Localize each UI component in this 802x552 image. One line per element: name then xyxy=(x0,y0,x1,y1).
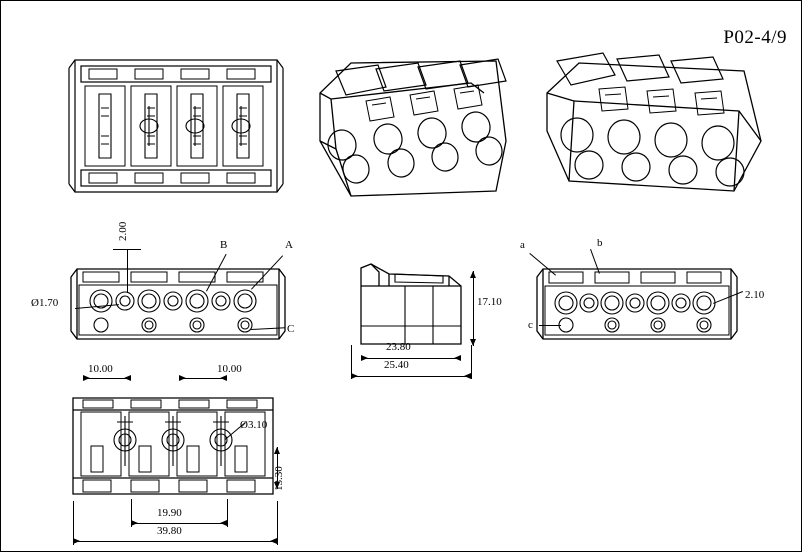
dim-2-00-ext-top xyxy=(113,249,141,250)
dim-25-40-line xyxy=(351,376,471,377)
dim-39-80-label: 39.80 xyxy=(157,525,182,537)
view-iso-left xyxy=(306,41,521,216)
dim-10-00-right-label: 10.00 xyxy=(217,363,242,375)
dim-25-40-label: 25.40 xyxy=(384,359,409,371)
dim-13-30-arrow-top xyxy=(274,447,280,454)
dim-1-70-label: Ø1.70 xyxy=(31,297,59,309)
dim-39-80-arrow-l xyxy=(73,538,80,544)
view-side xyxy=(349,256,479,356)
dim-39-80-ext-right xyxy=(277,501,278,545)
view-front xyxy=(63,259,293,349)
dim-19-90-ext-left xyxy=(131,499,132,527)
dim-3-10-label: Ø3.10 xyxy=(240,419,268,431)
callout-C-label: C xyxy=(287,323,295,335)
dim-2-00-label: 2.00 xyxy=(117,221,129,241)
view-rear xyxy=(531,259,743,349)
callout-c-leader xyxy=(539,325,561,326)
dim-17-10-arrow-top xyxy=(470,271,476,278)
dim-19-90-label: 19.90 xyxy=(157,507,182,519)
callout-c-label: c xyxy=(528,319,533,331)
view-top-exploded xyxy=(61,46,291,206)
view-iso-right xyxy=(529,31,779,211)
dim-17-10-line xyxy=(473,271,474,346)
dim-2-00-line xyxy=(127,249,128,293)
callout-A-label: A xyxy=(285,239,293,251)
dim-10-00-left-arrow-r xyxy=(124,375,131,381)
callout-a-label: a xyxy=(520,239,525,251)
dim-10-00-left-arrow-l xyxy=(83,375,90,381)
dim-23-80-label: 23.80 xyxy=(386,341,411,353)
dim-23-80-arrow-left xyxy=(361,355,368,361)
dim-25-40-arrow-right xyxy=(464,373,471,379)
dim-19-90-arrow-r xyxy=(220,520,227,526)
callout-b-label: b xyxy=(597,237,603,249)
dim-25-40-ext-left xyxy=(351,345,352,379)
dim-19-90-ext-right xyxy=(227,499,228,527)
dim-10-00-right-arrow-r xyxy=(220,375,227,381)
dim-25-40-ext-right xyxy=(471,345,472,379)
dim-2-10-label: 2.10 xyxy=(745,289,765,301)
dim-25-40-arrow-left xyxy=(351,373,358,379)
dim-23-80-arrow-right xyxy=(454,355,461,361)
dim-17-10-label: 17.10 xyxy=(477,296,502,308)
dim-19-90-arrow-l xyxy=(131,520,138,526)
view-bottom xyxy=(67,386,279,506)
part-number-title: P02-4/9 xyxy=(723,27,787,48)
dim-10-00-right-arrow-l xyxy=(179,375,186,381)
dim-39-80-arrow-r xyxy=(270,538,277,544)
callout-B-label: B xyxy=(220,239,228,251)
dim-13-30-label: 13.30 xyxy=(273,466,285,491)
dim-39-80-line xyxy=(73,541,277,542)
dim-10-00-left-label: 10.00 xyxy=(88,363,113,375)
dim-39-80-ext-left xyxy=(73,501,74,545)
dim-23-80-line xyxy=(361,358,461,359)
dim-19-90-line xyxy=(131,523,227,524)
